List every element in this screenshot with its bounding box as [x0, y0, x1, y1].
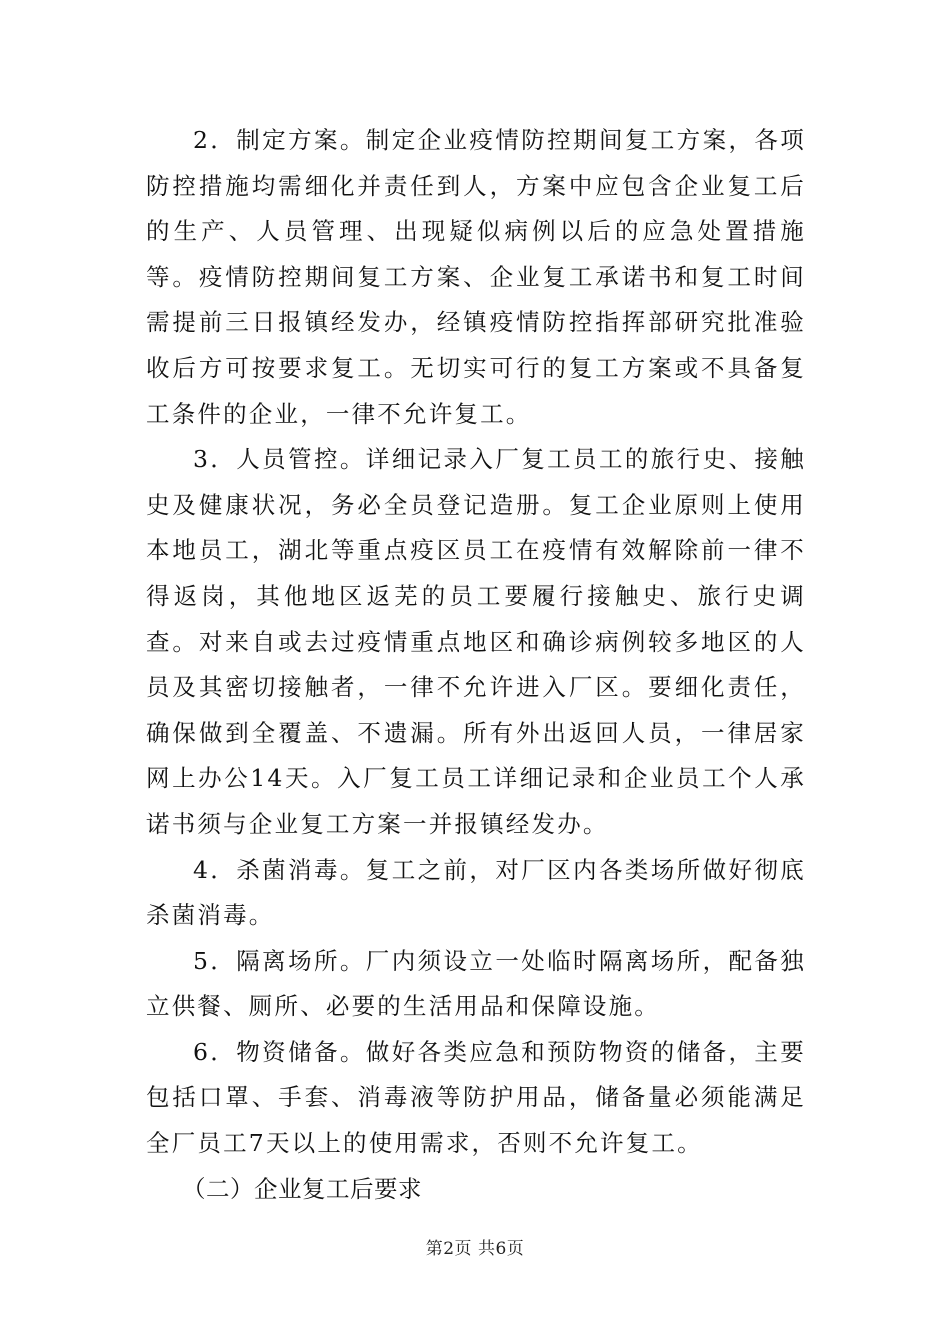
paragraph-6-supplies: 6．物资储备。做好各类应急和预防物资的储备，主要包括口罩、手套、消毒液等防护用品，储备量必须能满足全厂员工7天以上的使用需求，否则不允许复工。	[146, 1037, 806, 1158]
section-heading: （二）企业复工后要求	[182, 1174, 422, 1203]
paragraph-3-personnel: 3．人员管控。详细记录入厂复工员工的旅行史、接触史及健康状况，务必全员登记造册。复工企业原则上使用本地员工，湖北等重点疫区员工在疫情有效解除前一律不得返岗，其他地区返芜的员工要履行接触史、旅行史调查。对来自或去过疫情重点地区和确诊病例较多地区的人员及其密切接触者，一律不允许进入厂区。要细化责任，确保做到全覆盖、不遗漏。所有外出返回人员，一律居家网上办公14天。入厂复工员工详细记录和企业员工个人承诺书须与企业复工方案一并报镇经发办。	[146, 445, 806, 838]
paragraph-2-plan: 2．制定方案。制定企业疫情防控期间复工方案，各项防控措施均需细化并责任到人，方案中应包含企业复工后的生产、人员管理、出现疑似病例以后的应急处置措施等。疫情防控期间复工方案、企业复工承诺书和复工时间需提前三日报镇经发办，经镇疫情防控指挥部研究批准验收后方可按要求复工。无切实可行的复工方案或不具备复工条件的企业，一律不允许复工。	[146, 126, 806, 428]
paragraph-5-isolation: 5．隔离场所。厂内须设立一处临时隔离场所，配备独立供餐、厕所、必要的生活用品和保障设施。	[146, 946, 806, 1021]
page-footer: 第2页 共6页	[425, 1239, 525, 1259]
document-body	[146, 118, 806, 1212]
paragraph-4-disinfection: 4．杀菌消毒。复工之前，对厂区内各类场所做好彻底杀菌消毒。	[146, 855, 806, 930]
